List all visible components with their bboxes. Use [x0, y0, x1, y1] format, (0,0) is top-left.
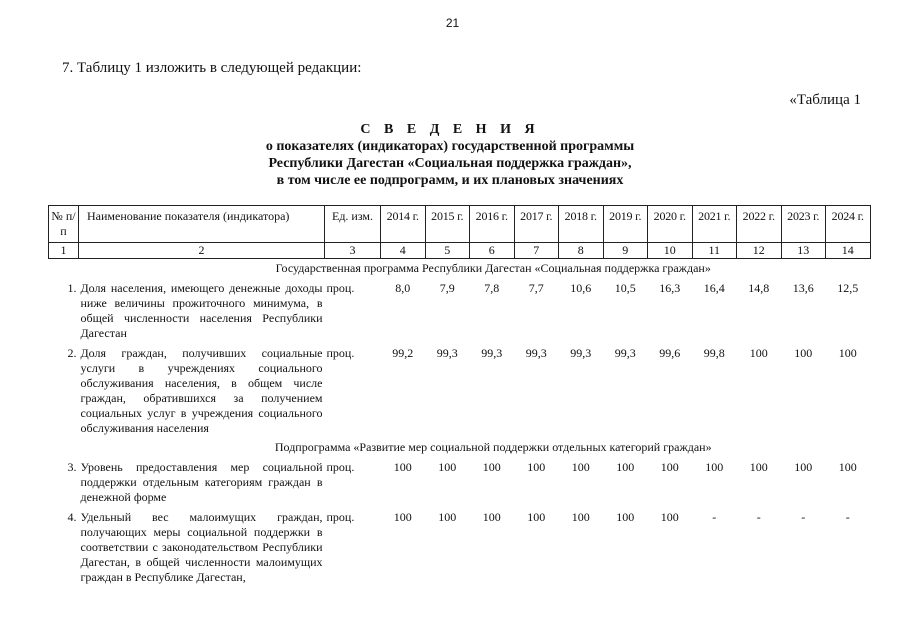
- column-index: 9: [603, 243, 648, 259]
- value-cell: 99,3: [570, 346, 592, 360]
- column-index: 12: [737, 243, 782, 259]
- value-cell: 14,8: [748, 281, 770, 295]
- value-cell: 100: [393, 460, 412, 474]
- value-cell: 100: [571, 460, 590, 474]
- title-line-1: С В Е Д Е Н И Я: [360, 122, 540, 137]
- value-cell: 99,3: [614, 346, 636, 360]
- title-line-2: о показателях (индикаторах) государственной программы: [265, 139, 635, 154]
- indicator-name: Удельный вес малоимущих граждан, получающих меры социальной поддержки в соответствии с законодательством Республики Дагестан, в общей численности малоимущих граждан в Республике Дагестан,: [80, 510, 323, 584]
- title-line-3: Республики Дагестан «Социальная поддержка граждан»,: [268, 156, 632, 171]
- value-cell: 10,5: [614, 281, 636, 295]
- column-index: 13: [781, 243, 826, 259]
- header-year: 2022 г.: [737, 206, 782, 243]
- value-cell: 100: [838, 460, 857, 474]
- intro-text: 7. Таблицу 1 изложить в следующей редакции:: [62, 60, 362, 76]
- value-cell: 99,2: [392, 346, 414, 360]
- value-cell: 7,8: [484, 281, 500, 295]
- value-cell: 13,6: [792, 281, 814, 295]
- value-cell: 100: [705, 460, 724, 474]
- value-cell: 100: [616, 460, 635, 474]
- column-index: 8: [559, 243, 604, 259]
- column-index: 4: [381, 243, 426, 259]
- column-index: 3: [325, 243, 381, 259]
- unit-cell: проц.: [326, 346, 355, 360]
- value-cell: -: [801, 510, 806, 524]
- value-cell: 100: [571, 510, 590, 524]
- value-cell: 100: [527, 460, 546, 474]
- value-cell: -: [712, 510, 717, 524]
- header-year: 2016 г.: [470, 206, 515, 243]
- value-cell: 100: [838, 346, 857, 360]
- indicators-table: [48, 205, 871, 587]
- value-cell: 100: [482, 510, 501, 524]
- value-cell: -: [756, 510, 761, 524]
- page-number: 21: [445, 16, 460, 30]
- value-cell: 16,4: [703, 281, 725, 295]
- header-row: [49, 206, 871, 243]
- value-cell: 100: [438, 510, 457, 524]
- indicator-name: Доля граждан, получивших социальные услуги в учреждениях социального обслуживания населения, в общем числе граждан, обратившихся за получением социальных услуг в учреждения социального обслуживания населения: [80, 346, 323, 435]
- column-index: 6: [470, 243, 515, 259]
- value-cell: 99,3: [481, 346, 503, 360]
- column-index: 5: [425, 243, 470, 259]
- value-cell: 100: [749, 460, 768, 474]
- indicator-name: Доля населения, имеющего денежные доходы ниже величины прожиточного минимума, в общей численности населения Республики Дагестан: [80, 281, 323, 340]
- row-number: 1.: [67, 281, 77, 295]
- header-year: 2024 г.: [826, 206, 871, 243]
- column-index: 11: [692, 243, 737, 259]
- value-cell: -: [845, 510, 850, 524]
- value-cell: 100: [794, 460, 813, 474]
- header-year: 2014 г.: [381, 206, 426, 243]
- header-unit: Ед. изм.: [325, 206, 381, 243]
- value-cell: 12,5: [837, 281, 859, 295]
- column-index: 2: [79, 243, 325, 259]
- document-title: [150, 121, 750, 189]
- value-cell: 100: [393, 510, 412, 524]
- value-cell: 99,8: [703, 346, 725, 360]
- column-index: 10: [648, 243, 693, 259]
- row-number: 2.: [67, 346, 77, 360]
- unit-cell: проц.: [326, 510, 355, 524]
- header-num: № п/п: [49, 206, 79, 243]
- indicator-name: Уровень предоставления мер социальной поддержки отдельным категориям граждан в денежной форме: [80, 460, 323, 504]
- value-cell: 100: [660, 460, 679, 474]
- section-heading-subprogram: [49, 438, 871, 457]
- column-index: 7: [514, 243, 559, 259]
- column-index: 14: [826, 243, 871, 259]
- value-cell: 100: [527, 510, 546, 524]
- row-number: 4.: [67, 510, 77, 524]
- value-cell: 100: [794, 346, 813, 360]
- header-year: 2018 г.: [559, 206, 604, 243]
- table-row: [49, 457, 871, 507]
- table-row: [49, 507, 871, 587]
- value-cell: 7,9: [439, 281, 455, 295]
- section-title: Подпрограмма «Развитие мер социальной поддержки отдельных категорий граждан»: [274, 440, 712, 454]
- value-cell: 10,6: [570, 281, 592, 295]
- value-cell: 100: [616, 510, 635, 524]
- value-cell: 16,3: [659, 281, 681, 295]
- column-index: 1: [49, 243, 79, 259]
- header-year: 2020 г.: [648, 206, 693, 243]
- header-year: 2021 г.: [692, 206, 737, 243]
- section-title: Государственная программа Республики Дагестан «Социальная поддержка граждан»: [275, 261, 711, 275]
- unit-cell: проц.: [326, 460, 355, 474]
- title-line-4: в том числе ее подпрограмм, и их плановых значениях: [276, 173, 624, 188]
- row-number: 3.: [67, 460, 77, 474]
- value-cell: 100: [438, 460, 457, 474]
- value-cell: 99,3: [436, 346, 458, 360]
- header-year: 2023 г.: [781, 206, 826, 243]
- section-heading-program: [49, 259, 871, 279]
- value-cell: 100: [482, 460, 501, 474]
- value-cell: 8,0: [395, 281, 411, 295]
- unit-cell: проц.: [326, 281, 355, 295]
- column-index-row: [49, 243, 871, 259]
- header-year: 2019 г.: [603, 206, 648, 243]
- value-cell: 99,6: [659, 346, 681, 360]
- header-name: Наименование показателя (индикатора): [79, 206, 325, 243]
- header-year: 2015 г.: [425, 206, 470, 243]
- value-cell: 100: [749, 346, 768, 360]
- value-cell: 99,3: [525, 346, 547, 360]
- value-cell: 7,7: [528, 281, 544, 295]
- header-year: 2017 г.: [514, 206, 559, 243]
- table-label: «Таблица 1: [789, 92, 861, 108]
- table-row: [49, 278, 871, 343]
- table-row: [49, 343, 871, 438]
- value-cell: 100: [660, 510, 679, 524]
